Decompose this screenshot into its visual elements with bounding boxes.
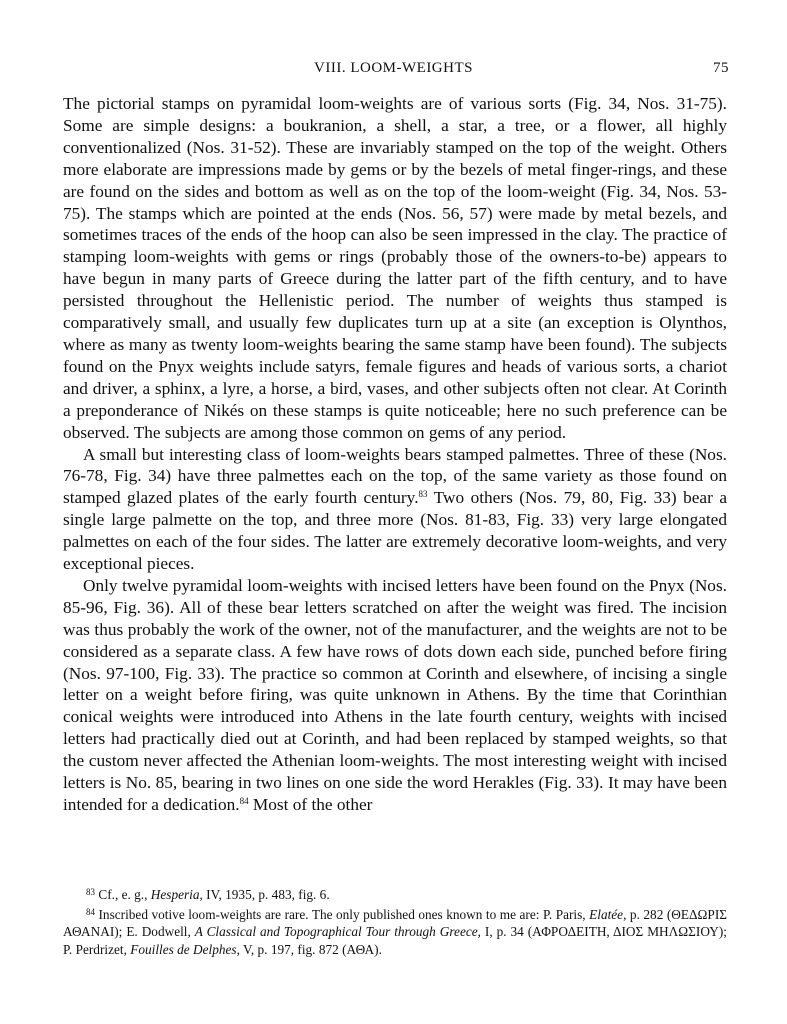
footnote-text: Inscribed votive loom-weights are rare. The only published ones known to me are: P. Paris, <box>95 906 590 922</box>
page-number: 75 <box>713 60 729 76</box>
footnote-ref-84[interactable]: 84 <box>239 796 249 806</box>
footnote-text: , IV, 1935, p. 483, fig. 6. <box>199 887 330 902</box>
running-title: VIII. LOOM-WEIGHTS <box>314 60 473 76</box>
footnote-text: , V, p. 197, fig. 872 (ΑΘΑ). <box>236 941 382 957</box>
footnote-title: Elatée <box>589 906 624 922</box>
footnote-mark: 84 <box>86 906 95 917</box>
footnote-text: , p. 282 (ΘΕΔΩΡΙΣ ΑΘΑΝΑΙ); E. Dodwell, <box>63 906 727 939</box>
footnote-title: A Classical and Topographical Tour through Greece <box>194 924 478 939</box>
paragraph-3 <box>63 575 727 816</box>
footnote-mark: 83 <box>86 887 95 897</box>
paragraph-text: The pictorial stamps on pyramidal loom-weights are of various sorts (Fig. 34, Nos. 31-75). Some are simple designs: a boukranion, a shell, a star, a tree, or a flower, all highly conventionalized (Nos. 31-52). These are invariably stamped on the top of the weight. Others more elaborate are impressions made by gems or by the bezels of metal finger-rings, and these are found on the sides and bottom as well as on the top of the loom-weight (Fig. 34, Nos. 53-75). The stamps which are pointed at the ends (Nos. 56, 57) were made by metal bezels, and sometimes traces of the ends of the hoop can also be seen impressed in the clay. The practice of stamping loom-weights with gems or rings (probably those of the owners-to-be) appears to have begun in many parts of Greece during the latter part of the fifth century, and to have persisted throughout the Hellenistic period. The number of weights thus stamped is comparatively small, and usually few duplicates turn up at a site (an exception is Olynthos, where as many as twenty loom-weights bearing the same stamp have been found). The subjects found on the Pnyx weights include satyrs, female figures and heads of various sorts, a chariot and driver, a sphinx, a lyre, a horse, a bird, vases, and other subjects often not clear. At Corinth a preponderance of Nikés on these stamps is quite noticeable; here no such preference can be observed. The subjects are among those common on gems of any period. <box>63 94 727 442</box>
paragraph-1 <box>63 93 727 444</box>
paragraph-text: A small but interesting class of loom-weights bears stamped palmettes. Three of these (Nos. 76-78, Fig. 34) have three palmettes each on the top, of the same variety as those found on stamped glazed plates of the early fourth century. <box>63 444 727 508</box>
paragraph-text: Only twelve pyramidal loom-weights with incised letters have been found on the Pnyx (Nos. 85-96, Fig. 36). All of these bear letters scratched on after the weight was fired. The incision was thus probably the work of the owner, not of the manufacturer, and the weights are not to be considered as a separate class. A few have rows of dots down each side, punched before firing (Nos. 97-100, Fig. 33). The practice so common at Corinth and elsewhere, of incising a single letter on a weight before firing, was quite unknown in Athens. By the time that Corinthian conical weights were introduced into Athens in the late fourth century, weights with incised letters had practically died out at Corinth, and had been replaced by stamped weights, so that the custom never affected the Athenian loom-weights. The most interesting weight with incised letters is No. 85, bearing in two lines on one side the word Herakles (Fig. 33). It may have been intended for a dedication. <box>63 575 727 814</box>
footnote-ref-83[interactable]: 83 <box>418 489 428 500</box>
paragraph-text: Most of the other <box>248 795 373 814</box>
footnote-text: Cf., e. g., <box>95 887 151 902</box>
paragraph-text: Two others (Nos. 79, 80, Fig. 33) bear a single large palmette on the top, and three more (Nos. 81-83, Fig. 33) very large elongated palmettes on each of the four sides. The latter are extremely decorative loom-weights, and very exceptional pieces. <box>63 488 727 574</box>
footnote-83 <box>63 884 727 904</box>
footnote-text: , I, p. 34 (ΑΦΡΟΔΕΙΤΗ, ΔΙΟΣ ΜΗΛΩΣΙΟΥ); P. Perdrizet, <box>63 924 727 957</box>
footnote-title: Fouilles de Delphes <box>130 941 237 957</box>
footnote-title: Hesperia <box>150 887 200 902</box>
footnote-84 <box>63 904 727 959</box>
body-text <box>63 93 727 816</box>
footnotes <box>63 884 727 958</box>
paragraph-2 <box>63 444 727 575</box>
